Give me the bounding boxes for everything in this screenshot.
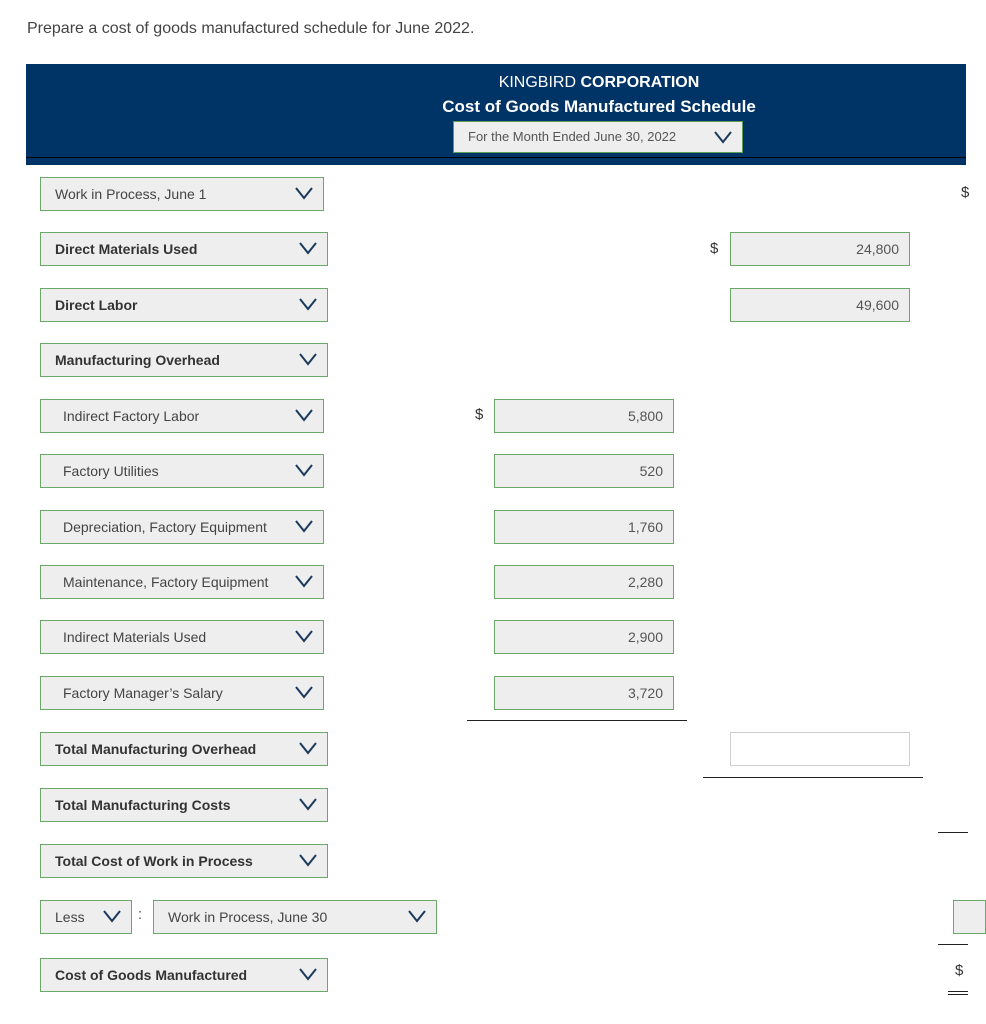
- chevron-down-icon: [299, 967, 317, 981]
- company-name: KINGBIRD CORPORATION: [498, 74, 700, 91]
- total-overhead-amount[interactable]: [730, 732, 910, 766]
- chevron-down-icon: [295, 186, 313, 200]
- maintenance-amount[interactable]: 2,280: [494, 565, 674, 599]
- chevron-down-icon: [714, 130, 732, 144]
- dollar-sign-truncated: $: [961, 184, 970, 201]
- factory-manager-salary-amount[interactable]: 3,720: [494, 676, 674, 710]
- chevron-down-icon: [299, 797, 317, 811]
- chevron-down-icon: [299, 741, 317, 755]
- depreciation-amount[interactable]: 1,760: [494, 510, 674, 544]
- chevron-down-icon: [299, 297, 317, 311]
- chevron-down-icon: [295, 408, 313, 422]
- schedule-title: Cost of Goods Manufactured Schedule: [442, 97, 756, 116]
- total-rule: [703, 777, 923, 778]
- chevron-down-icon: [295, 629, 313, 643]
- wip-june1-select[interactable]: Work in Process, June 1: [40, 177, 324, 211]
- dollar-sign: $: [475, 406, 484, 423]
- manufacturing-overhead-select[interactable]: Manufacturing Overhead: [40, 343, 328, 377]
- header-divider: [26, 157, 966, 158]
- wip-june30-amount-truncated[interactable]: [953, 900, 986, 934]
- period-value: For the Month Ended June 30, 2022: [468, 129, 677, 144]
- factory-utilities-select[interactable]: Factory Utilities: [40, 454, 324, 488]
- column-rule: [938, 832, 968, 833]
- indirect-materials-select[interactable]: Indirect Materials Used: [40, 620, 324, 654]
- factory-manager-salary-select[interactable]: Factory Manager’s Salary: [40, 676, 324, 710]
- indirect-materials-amount[interactable]: 2,900: [494, 620, 674, 654]
- chevron-down-icon: [295, 685, 313, 699]
- maintenance-select[interactable]: Maintenance, Factory Equipment: [40, 565, 324, 599]
- instruction-text: Prepare a cost of goods manufactured schedule for June 2022.: [27, 20, 475, 37]
- column-rule: [938, 944, 968, 945]
- direct-labor-select[interactable]: Direct Labor: [40, 288, 328, 322]
- chevron-down-icon: [408, 909, 426, 923]
- less-select[interactable]: Less: [40, 900, 132, 934]
- dollar-sign: $: [955, 962, 964, 979]
- total-cost-wip-select[interactable]: Total Cost of Work in Process: [40, 844, 328, 878]
- chevron-down-icon: [295, 519, 313, 533]
- schedule-header: [26, 64, 966, 165]
- total-manufacturing-costs-select[interactable]: Total Manufacturing Costs: [40, 788, 328, 822]
- direct-labor-amount[interactable]: 49,600: [730, 288, 910, 322]
- chevron-down-icon: [103, 909, 121, 923]
- factory-utilities-amount[interactable]: 520: [494, 454, 674, 488]
- chevron-down-icon: [295, 574, 313, 588]
- chevron-down-icon: [299, 853, 317, 867]
- total-overhead-select[interactable]: Total Manufacturing Overhead: [40, 732, 328, 766]
- period-select[interactable]: [453, 121, 743, 153]
- colon-separator: :: [138, 906, 143, 923]
- chevron-down-icon: [295, 463, 313, 477]
- double-rule-bottom: [948, 994, 968, 995]
- depreciation-select[interactable]: Depreciation, Factory Equipment: [40, 510, 324, 544]
- wip-june30-select[interactable]: Work in Process, June 30: [153, 900, 437, 934]
- dollar-sign: $: [710, 240, 719, 257]
- direct-materials-select[interactable]: Direct Materials Used: [40, 232, 328, 266]
- indirect-factory-labor-select[interactable]: Indirect Factory Labor: [40, 399, 324, 433]
- indirect-factory-labor-amount[interactable]: 5,800: [494, 399, 674, 433]
- subtotal-rule: [467, 720, 687, 721]
- chevron-down-icon: [299, 352, 317, 366]
- double-rule-top: [948, 991, 968, 992]
- direct-materials-amount[interactable]: 24,800: [730, 232, 910, 266]
- chevron-down-icon: [299, 241, 317, 255]
- cogm-select[interactable]: Cost of Goods Manufactured: [40, 958, 328, 992]
